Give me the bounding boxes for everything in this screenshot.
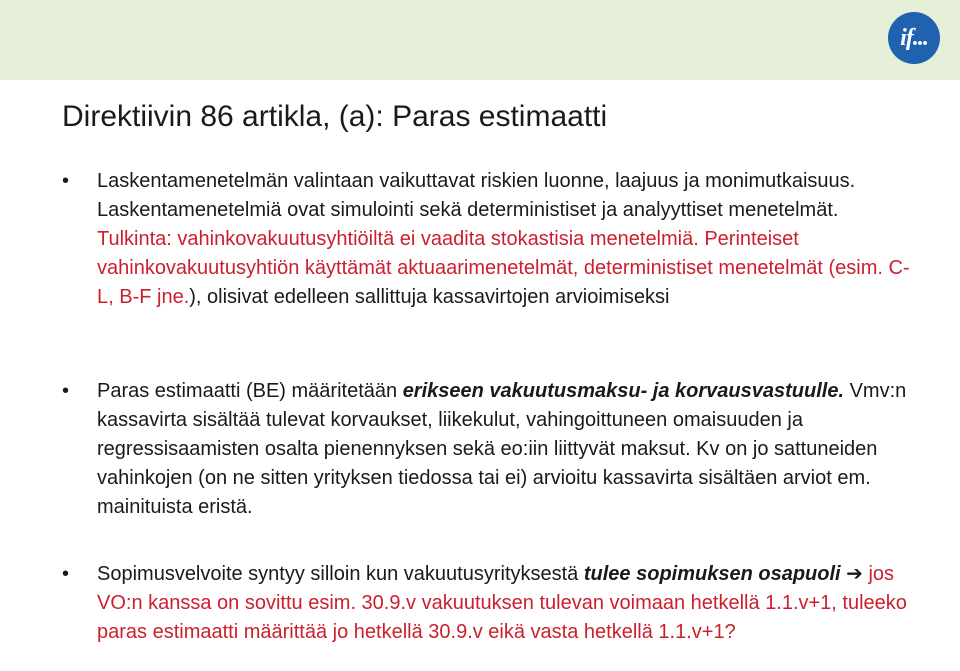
slide-title: Direktiivin 86 artikla, (a): Paras estimaatti bbox=[62, 100, 608, 133]
header-band bbox=[0, 0, 960, 80]
arrow-right-icon: ➔ bbox=[846, 563, 863, 585]
bullet-1-interpretation: Tulkinta: vahinkovakuutusyhtiöiltä ei vaadita stokastisia menetelmiä. Perinteiset vahinkovakuutusyhtiön käyttämät aktuaarimenetelmät, deterministiset menetelmät (esim. C-L, B-F jne. bbox=[97, 228, 910, 308]
bullet-3-intro: Sopimusvelvoite syntyy silloin kun vakuutusyrityksestä bbox=[97, 563, 584, 585]
bullet-2-intro: Paras estimaatti (BE) määritetään bbox=[97, 380, 403, 402]
bullet-3-emphasis: tulee sopimuksen osapuoli bbox=[583, 563, 841, 585]
bullet-dot-icon: • bbox=[62, 380, 70, 402]
bullet-1-intro: Laskentamenetelmän valintaan vaikuttavat riskien luonne, laajuus ja monimutkaisuus. Laskentamenetelmiä ovat simulointi sekä deterministiset ja analyyttiset menetelmät. bbox=[97, 170, 856, 221]
bullet-2-emphasis: erikseen vakuutusmaksu- ja korvausvastuulle. bbox=[402, 380, 845, 402]
if-logo: if... bbox=[888, 12, 940, 64]
bullet-2-body: Vmv:n kassavirta sisältää tulevat korvaukset, liikekulut, vahingoittuneen omaisuuden ja regressisaamisten osalta pienennyksen sekä eo:iin liittyvät maksut. Kv on jo sattuneiden vahinkojen (on ne sitten yrityksen tiedossa tai ei) arvioitu kassavirta sisältäen arviot em. mainituista eristä. bbox=[97, 380, 907, 518]
bullet-1-text bbox=[97, 167, 917, 312]
bullet-dot-icon: • bbox=[62, 563, 70, 585]
bullet-3-question: jos VO:n kanssa on sovittu esim. 30.9.v vakuutuksen tulevan voimaan hetkellä 1.1.v+1, tuleeko paras estimaatti määrittää jo hetkellä 30.9.v eikä vasta hetkellä 1.1.v+1? bbox=[97, 563, 907, 643]
bullet-1-conclusion: ), olisivat edelleen sallittuja kassavirtojen arvioimiseksi bbox=[189, 286, 670, 308]
bullet-3-text bbox=[97, 560, 917, 647]
bullet-dot-icon: • bbox=[62, 170, 70, 192]
bullet-2-text bbox=[97, 377, 917, 522]
